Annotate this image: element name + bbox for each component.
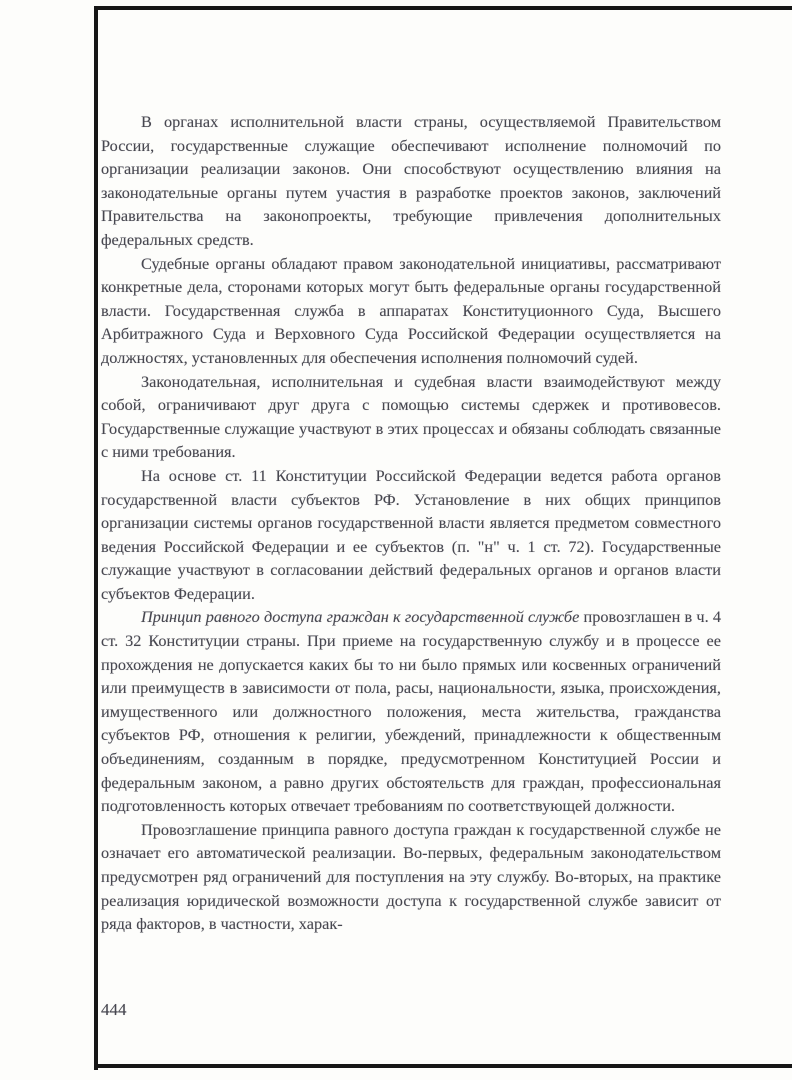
scan-edge-bottom (94, 1064, 792, 1068)
paragraph: Провозглашение принципа равного доступа граждан к государственной службе не означает его автоматической реализации. Во-первых, федеральным законодательством предусмотрен ряд ограничений для поступления на эту службу. Во-вторых, на практике реализация юридической возможности доступа к государственной службе зависит от ряда факторов, в частности, харак- (101, 819, 721, 934)
paragraph: Судебные органы обладают правом законодательной инициативы, рассматривают конкретные дела, сторонами которых могут быть федеральные органы государственной власти. Государственная служба в аппаратах Конституционного Суда, Высшего Арбитражного Суда и Верховного Суда Российской Федерации осуществляется на должностях, установленных для обеспечения исполнения полномочий судей. (101, 253, 721, 367)
scan-edge-left (94, 6, 98, 1070)
paragraph: Законодательная, исполнительная и судебная власти взаимодействуют между собой, ограничивают друг друга с помощью системы сдержек и противовесов. Государственные служащие участвуют в этих процессах и обязаны соблюдать связанные с ними требования. (101, 371, 721, 462)
paragraph: В органах исполнительной власти страны, осуществляемой Правительством России, государственные служащие обеспечивают исполнение полномочий по организации реализации законов. Они способствуют осуществлению влияния на законодательные органы путем участия в разработке проектов законов, заключений Правительства на законопроекты, требующие привлечения дополнительных федеральных средств. (101, 112, 721, 249)
page-number: 444 (101, 1000, 127, 1019)
page-text-block (101, 110, 721, 936)
paragraph (101, 605, 721, 817)
scan-edge-top (98, 6, 792, 10)
paragraph-text: провозглашен в ч. 4 ст. 32 Конституции страны. При приеме на государственную службу и в процессе ее прохождения не допускается каких бы то ни было прямых или косвенных ограничений или преимуществ в зависимости от пола, расы, национальности, языка, происхождения, имущественного или должностного положения, места жительства, гражданства субъектов РФ, отношения к религии, убеждений, принадлежности к общественным объединениям, созданным в порядке, предусмотренном Конституцией России и федеральным законом, а равно других обстоятельств для граждан, профессиональная подготовленность которых отвечает требованиям по соответствующей должности. (101, 607, 721, 816)
paragraph-lead-italic: Принцип равного доступа граждан к государственной службе (141, 607, 580, 627)
paragraph: На основе ст. 11 Конституции Российской Федерации ведется работа органов государственной власти субъектов РФ. Установление в них общих принципов организации системы органов государственной власти является предметом совместного ведения Российской Федерации и ее субъектов (п. "н" ч. 1 ст. 72). Государственные служащие участвуют в согласовании действий федеральных органов и органов власти субъектов Федерации. (101, 465, 721, 603)
